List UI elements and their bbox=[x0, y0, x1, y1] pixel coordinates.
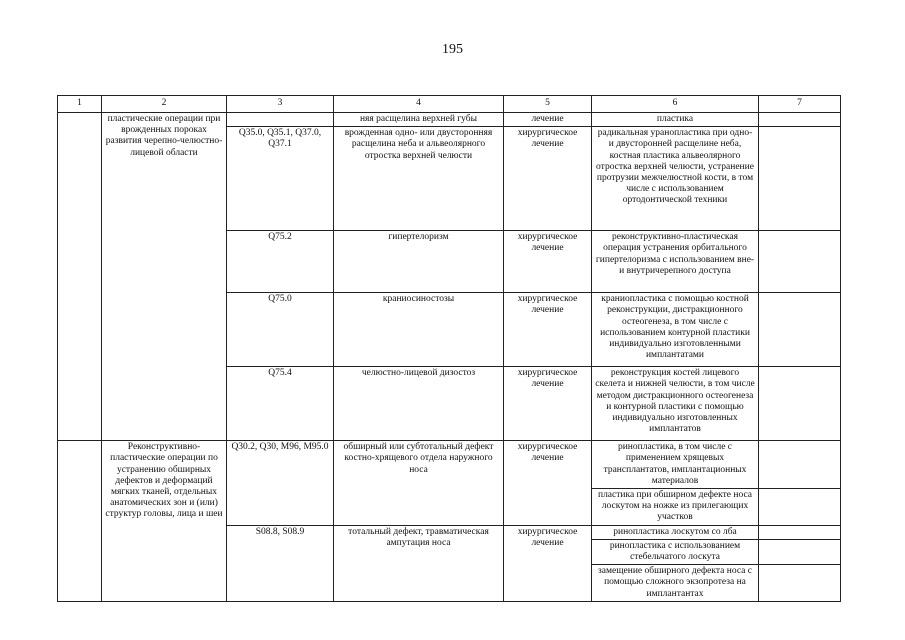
number-cell bbox=[58, 441, 102, 602]
group-name-cell: Реконструктивно-пластические операции по устранению обширных дефектов и деформаций мягких тканей, отдельных анатомических зон и (или) структур головы, лица и шеи bbox=[102, 441, 227, 602]
treatment-cell: хирургическое лечение bbox=[504, 525, 592, 601]
extra-cell bbox=[759, 293, 841, 367]
extra-cell bbox=[759, 367, 841, 441]
model-cell: краниосиностозы bbox=[334, 293, 504, 367]
header-cell: 7 bbox=[759, 96, 841, 113]
codes-cell: Q35.0, Q35.1, Q37.0, Q37.1 bbox=[227, 127, 334, 231]
header-cell: 6 bbox=[592, 96, 759, 113]
extra-cell bbox=[759, 539, 841, 564]
method-cell: радикальная уранопластика при одно- и двусторонней расщелине неба, костная пластика альвеолярного отростка верхней челюсти, устранение протрузии межчелюстной кости, в том числе с использованием ортодонтической техники bbox=[592, 127, 759, 231]
method-cell: ринопластика, в том числе с применением хрящевых трансплантатов, имплантационных материалов bbox=[592, 441, 759, 489]
method-cell: ринопластика с использованием стебельчатого лоскута bbox=[592, 539, 759, 564]
page-number: 195 bbox=[442, 42, 463, 57]
header-cell: 5 bbox=[504, 96, 592, 113]
method-cell: пластика при обширном дефекте носа лоскутом на ножке из прилегающих участков bbox=[592, 489, 759, 526]
treatment-cell: хирургическое лечение bbox=[504, 293, 592, 367]
codes-cell: S08.8, S08.9 bbox=[227, 525, 334, 601]
treatment-cell: хирургическое лечение bbox=[504, 441, 592, 525]
header-cell: 1 bbox=[58, 96, 102, 113]
codes-cell: Q75.2 bbox=[227, 231, 334, 293]
header-row bbox=[58, 96, 841, 113]
method-cell: ринопластика лоскутом со лба bbox=[592, 525, 759, 539]
extra-cell bbox=[759, 127, 841, 231]
model-cell: гипертелоризм bbox=[334, 231, 504, 293]
model-cell: врожденная одно- или двусторонняя расщелина неба и альвеолярного отростка верхней челюсти bbox=[334, 127, 504, 231]
header-cell: 4 bbox=[334, 96, 504, 113]
model-cell: тотальный дефект, травматическая ампутация носа bbox=[334, 525, 504, 601]
number-cell bbox=[58, 113, 102, 441]
method-cell: краниопластика с помощью костной реконструкции, дистракционного остеогенеза, в том числе с использованием контурной пластики индивидуально изготовленными имплантатами bbox=[592, 293, 759, 367]
method-cell: пластика bbox=[592, 113, 759, 127]
extra-cell bbox=[759, 231, 841, 293]
extra-cell bbox=[759, 489, 841, 526]
model-cell: челюстно-лицевой дизостоз bbox=[334, 367, 504, 441]
codes-cell: Q75.0 bbox=[227, 293, 334, 367]
treatment-cell: лечение bbox=[504, 113, 592, 127]
codes-cell: Q75.4 bbox=[227, 367, 334, 441]
method-cell: замещение обширного дефекта носа с помощью сложного экзопротеза на имплантантах bbox=[592, 565, 759, 602]
codes-cell: Q30.2, Q30, M96, M95.0 bbox=[227, 441, 334, 525]
extra-cell bbox=[759, 565, 841, 602]
treatment-cell: хирургическое лечение bbox=[504, 127, 592, 231]
services-table bbox=[57, 95, 841, 602]
header-cell: 2 bbox=[102, 96, 227, 113]
extra-cell bbox=[759, 441, 841, 489]
codes-cell bbox=[227, 113, 334, 127]
model-cell: обширный или субтотальный дефект костно-хрящевого отдела наружного носа bbox=[334, 441, 504, 525]
extra-cell bbox=[759, 525, 841, 539]
method-cell: реконструктивно-пластическая операция устранения орбитального гипертелоризма с использованием вне- и внутричерепного доступа bbox=[592, 231, 759, 293]
model-cell: няя расщелина верхней губы bbox=[334, 113, 504, 127]
treatment-cell: хирургическое лечение bbox=[504, 367, 592, 441]
method-cell: реконструкция костей лицевого скелета и нижней челюсти, в том числе методом дистракционного остеогенеза и контурной пластики с помощью индивидуально изготовленных имплантатов bbox=[592, 367, 759, 441]
group-name-cell: пластические операции при врожденных пороках развития черепно-челюстно-лицевой области bbox=[102, 113, 227, 441]
table-row bbox=[58, 441, 841, 489]
table-row bbox=[58, 113, 841, 127]
extra-cell bbox=[759, 113, 841, 127]
header-cell: 3 bbox=[227, 96, 334, 113]
treatment-cell: хирургическое лечение bbox=[504, 231, 592, 293]
